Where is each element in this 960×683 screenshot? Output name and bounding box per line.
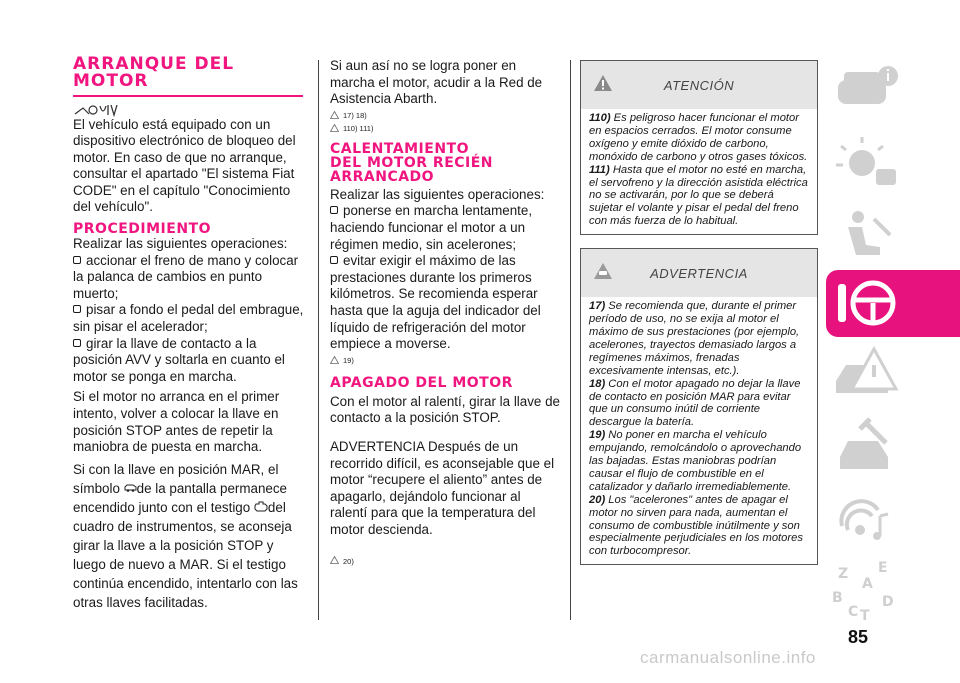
warning-box xyxy=(580,248,818,565)
svg-text:E: E xyxy=(878,560,888,576)
tab-seat-airbag[interactable] xyxy=(826,201,960,268)
tab-car-info[interactable] xyxy=(826,58,960,125)
attention-triangle-icon xyxy=(593,74,613,95)
section-title: ARRANQUE DEL xyxy=(73,54,235,74)
engine-symbol-icon xyxy=(124,481,137,496)
tab-steering-wheel[interactable] xyxy=(826,270,960,337)
attention-title: ATENCIÓN xyxy=(663,77,735,93)
tab-service[interactable] xyxy=(826,413,960,480)
list-item: accionar el freno de mano y colocar la palanca de cambios en punto muerto; xyxy=(73,252,299,301)
paragraph: Si el motor no arranca en el primer intento, volver a colocar la llave en posición STOP antes de repetir la maniobra de puesta en marcha. xyxy=(73,389,280,455)
list-item: girar la llave de contacto a la posición AVV y soltarla en cuanto el motor se ponga en marcha. xyxy=(73,335,285,384)
engine-key-icon xyxy=(73,103,305,117)
warning-title: ADVERTENCIA xyxy=(650,265,748,281)
warning-item: 20) Los "acelerones" antes de apagar el motor no sirven para nada, aumentan el consumo de combustible inútilmente y son especialmente perjudiciales en los motores con turbocompresor. xyxy=(589,493,803,558)
attention-box xyxy=(580,60,818,235)
bullet-icon xyxy=(73,305,81,313)
bullet-icon xyxy=(330,206,338,214)
attention-refs: 110) 111) xyxy=(330,124,560,134)
column-divider xyxy=(318,60,319,620)
paragraph: Realizar las siguientes operaciones: xyxy=(330,186,545,202)
warning-triangle-icon xyxy=(330,556,339,566)
paragraph: Realizar las siguientes operaciones: xyxy=(73,236,288,252)
attention-box-body xyxy=(581,109,817,234)
attention-box-header xyxy=(581,61,817,109)
list-item: pisar a fondo el pedal del embrague, sin pisar el acelerador; xyxy=(73,302,304,335)
svg-text:T: T xyxy=(860,608,870,624)
column-right xyxy=(580,60,818,565)
warning-triangle-icon xyxy=(330,356,339,366)
engine-warning-icon xyxy=(254,500,268,515)
attention-item: 111) Hasta que el motor no esté en marcha, el servofreno y la dirección asistida eléctrica no se activarán, por lo que se deberá sujetar el volante y pisar el pedal del freno con más fuerza de lo habitual. xyxy=(589,163,808,228)
subsection-title: PROCEDIMIENTO xyxy=(73,221,211,238)
svg-text:D: D xyxy=(882,594,894,610)
steering-wheel-icon xyxy=(826,270,960,337)
warning-car-icon xyxy=(593,262,613,283)
column-middle xyxy=(330,58,560,569)
warning-refs: 20) xyxy=(330,556,560,566)
paragraph: Con el motor al ralentí, girar la llave de contacto a la posición STOP. xyxy=(330,393,560,426)
page-number: 85 xyxy=(848,627,869,647)
seat-airbag-icon xyxy=(826,201,960,268)
warning-item: 18) Con el motor apagado no dejar la llave de contacto en posición MAR para evitar que un consumo inútil de corriente descargue la batería. xyxy=(589,377,801,429)
tab-lights[interactable] xyxy=(826,129,960,196)
svg-text:A: A xyxy=(862,576,873,592)
service-icon xyxy=(826,413,960,480)
section-title-line2: MOTOR xyxy=(73,71,149,91)
svg-text:Z: Z xyxy=(838,566,849,582)
breakdown-icon xyxy=(826,341,960,408)
list-item: evitar exigir el máximo de las prestaciones durante los primeros kilómetros. Se recomienda esperar hasta que la aguja del indicador del líquido de refrigeración del motor empiece a moverse. xyxy=(330,253,541,352)
paragraph: ADVERTENCIA Después de un recorrido difícil, es aconsejable que el motor “recupere el aliento” antes de apagarlo, dejándolo funcionar al ralentí para que la temperatura del motor descienda. xyxy=(330,438,555,537)
warning-box-header xyxy=(581,249,817,297)
attention-triangle-icon xyxy=(330,124,339,134)
warning-item: 19) No poner en marcha el vehículo empujando, remolcándolo o aprovechando las bajadas. Estas maniobras podrían causar el flujo de combustible en el catalizador y dañarlo irremediablemente. xyxy=(589,429,802,493)
car-info-icon xyxy=(826,58,960,125)
subsection-title: CALENTAMIENTO xyxy=(330,140,469,157)
subsection-title: APAGADO DEL MOTOR xyxy=(330,374,513,391)
lights-icon xyxy=(826,129,960,196)
warning-triangle-icon xyxy=(330,111,339,121)
index-icon xyxy=(826,558,960,625)
watermark-footer: carmanualsonline.info xyxy=(640,648,816,667)
attention-item: 110) Es peligroso hacer funcionar el motor en espacios cerrados. El motor consume oxígeno y emite dióxido de carbono, monóxido de carbono y otros gases tóxicos. xyxy=(589,112,808,163)
bullet-icon xyxy=(73,339,81,347)
svg-text:C: C xyxy=(848,604,859,620)
subsection-title: DEL MOTOR RECIÉN xyxy=(330,154,494,171)
tab-index[interactable] xyxy=(826,558,960,625)
svg-text:B: B xyxy=(832,590,843,606)
bullet-icon xyxy=(330,256,338,264)
title-underline xyxy=(73,95,303,97)
paragraph: El vehículo está equipado con un dispositivo electrónico de bloqueo del motor. En caso de que no arranque, consultar el apartado "El sistema Fiat CODE" en el capítulo "Conocimiento del vehículo". xyxy=(73,116,296,215)
column-divider xyxy=(570,60,571,620)
subsection-title: ARRANCADO xyxy=(330,168,435,185)
paragraph: Si con la llave en posición MAR, el símbolo de la pantalla permanece encendido junto con el testigo del cuadro de instrumentos, se aconseja girar la llave a la posición STOP y luego de nuevo a MAR. Si el testigo continúa encendido, intentarlo con las otras llaves facilitadas. xyxy=(73,461,298,610)
list-item: ponerse en marcha lentamente, haciendo funcionar el motor a un régimen medio, sin acelerones; xyxy=(330,203,533,252)
paragraph: Si aun así no se logra poner en marcha el motor, acudir a la Red de Asistencia Abarth. xyxy=(330,58,543,107)
column-left xyxy=(73,56,305,612)
warning-refs: 17) 18) xyxy=(330,111,560,121)
warning-item: 17) Se recomienda que, durante el primer período de uso, no se exija al motor el máximo de sus prestaciones (por ejemplo, acelerones, trayectos demasiado largos a regímenes máximos, frenadas excesivamente intensas, etc.). xyxy=(589,300,800,377)
warning-refs: 19) xyxy=(330,356,560,366)
tab-breakdown[interactable] xyxy=(826,341,960,408)
multimedia-icon xyxy=(826,486,960,553)
bullet-icon xyxy=(73,256,81,264)
warning-box-body xyxy=(581,297,817,564)
tab-multimedia[interactable] xyxy=(826,486,960,553)
